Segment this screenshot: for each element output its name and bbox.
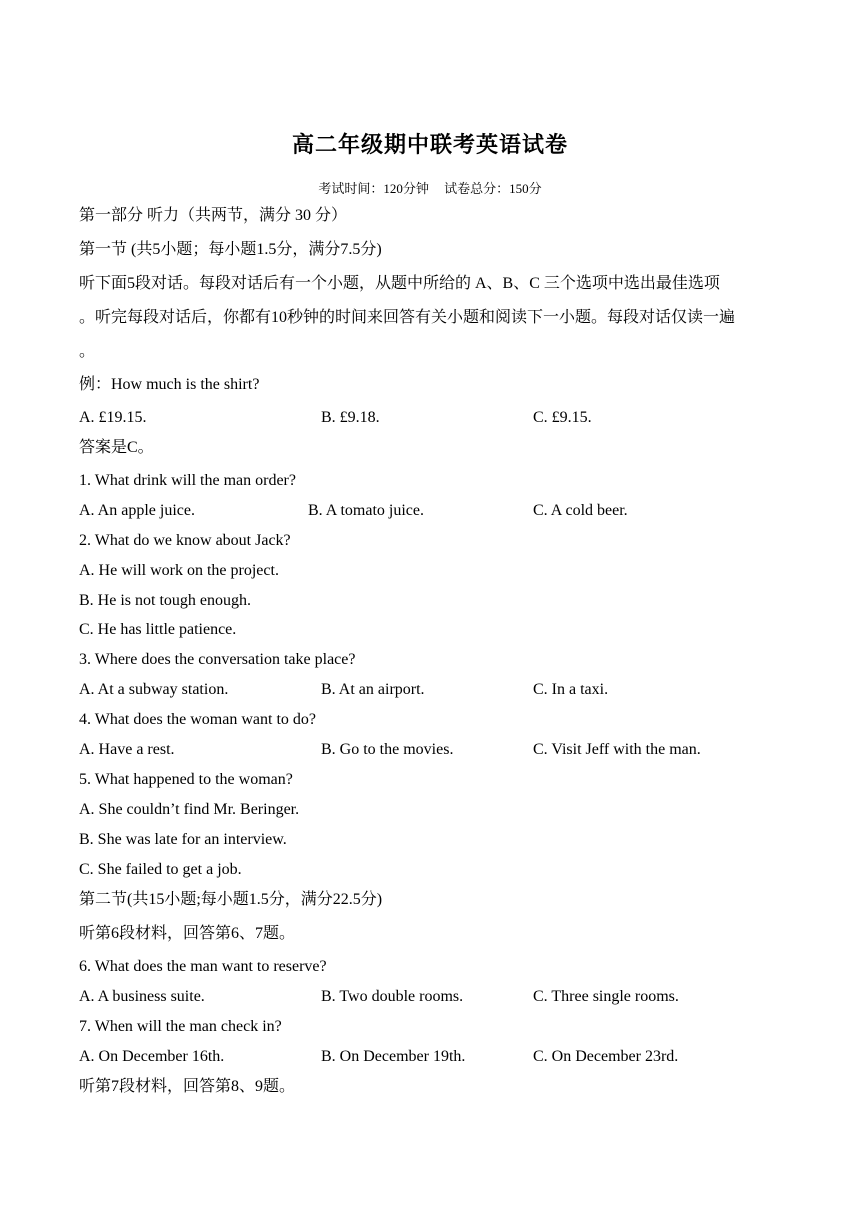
question-4: 4. What does the woman want to do?	[79, 711, 316, 728]
total-score: 试卷总分：150分	[444, 181, 542, 196]
material-7: 听第7段材料，回答第8、9题。	[79, 1078, 296, 1095]
q1-option-c: C. A cold beer.	[533, 502, 628, 519]
instructions-line-2: 。听完每段对话后，你都有10秒钟的时间来回答有关小题和阅读下一小题。每段对话仅读一遍	[79, 309, 736, 326]
q5-option-b: B. She was late for an interview.	[79, 831, 287, 848]
question-7: 7. When will the man check in?	[79, 1018, 282, 1035]
instructions-line-1: 听下面5段对话。每段对话后有一个小题，从题中所给的 A、B、C 三个选项中选出最佳选项	[79, 275, 720, 292]
q5-option-c: C. She failed to get a job.	[79, 861, 242, 878]
q1-option-b: B. A tomato juice.	[308, 502, 424, 519]
part1-heading: 第一部分 听力（共两节，满分 30 分）	[79, 207, 348, 224]
question-2: 2. What do we know about Jack?	[79, 532, 291, 549]
section1-heading: 第一节 (共5小题；每小题1.5分，满分7.5分)	[79, 241, 382, 258]
instructions-line-3: 。	[79, 343, 96, 360]
q7-option-c: C. On December 23rd.	[533, 1048, 679, 1065]
example-option-b: B. £9.18.	[321, 409, 380, 426]
exam-info	[0, 178, 860, 197]
q3-option-a: A. At a subway station.	[79, 681, 229, 698]
q2-option-a: A. He will work on the project.	[79, 562, 279, 579]
page-title: 高二年级期中联考英语试卷	[291, 132, 568, 158]
q6-option-b: B. Two double rooms.	[321, 988, 464, 1005]
question-1: 1. What drink will the man order?	[79, 472, 296, 489]
question-6: 6. What does the man want to reserve?	[79, 958, 327, 975]
q5-option-a: A. She couldn’t find Mr. Beringer.	[79, 801, 300, 818]
section2-heading: 第二节(共15小题;每小题1.5分，满分22.5分)	[79, 891, 383, 908]
material-6: 听第6段材料，回答第6、7题。	[79, 925, 296, 942]
example-option-a: A. £19.15.	[79, 409, 147, 426]
q2-option-b: B. He is not tough enough.	[79, 592, 251, 609]
question-3: 3. Where does the conversation take place?	[79, 651, 356, 668]
example-answer: 答案是C。	[79, 439, 154, 456]
exam-time: 考试时间：120分钟	[318, 181, 429, 196]
q4-option-c: C. Visit Jeff with the man.	[533, 741, 701, 758]
example-option-c: C. £9.15.	[533, 409, 592, 426]
example-question: 例：How much is the shirt?	[79, 376, 260, 393]
q2-option-c: C. He has little patience.	[79, 621, 237, 638]
q1-option-a: A. An apple juice.	[79, 502, 195, 519]
q6-option-a: A. A business suite.	[79, 988, 205, 1005]
q4-option-b: B. Go to the movies.	[321, 741, 454, 758]
q7-option-b: B. On December 19th.	[321, 1048, 466, 1065]
q7-option-a: A. On December 16th.	[79, 1048, 225, 1065]
q6-option-c: C. Three single rooms.	[533, 988, 679, 1005]
q3-option-b: B. At an airport.	[321, 681, 425, 698]
question-5: 5. What happened to the woman?	[79, 771, 293, 788]
q3-option-c: C. In a taxi.	[533, 681, 609, 698]
q4-option-a: A. Have a rest.	[79, 741, 175, 758]
